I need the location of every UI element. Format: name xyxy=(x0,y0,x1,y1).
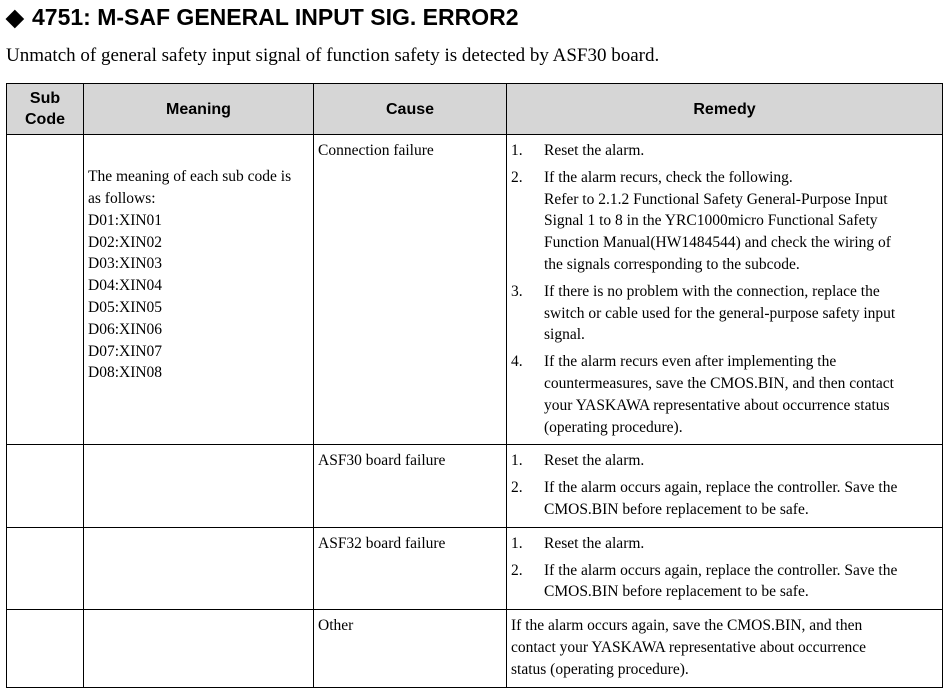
remedy-line: If the alarm recurs even after implementing the xyxy=(544,353,837,371)
remedy-step-text xyxy=(544,140,938,162)
meaning-cell xyxy=(84,135,314,445)
remedy-step-number: 1. xyxy=(511,534,523,552)
meaning-cell xyxy=(84,445,314,527)
meaning-cell xyxy=(84,610,314,687)
remedy-line: signal. xyxy=(544,326,585,344)
remedy-step xyxy=(511,167,938,276)
remedy-line: If the alarm occurs again, replace the controller. Save the xyxy=(544,479,898,497)
remedy-step-text xyxy=(544,477,938,521)
remedy-step xyxy=(511,351,938,438)
table-row xyxy=(7,527,943,609)
remedy-step xyxy=(511,477,938,521)
remedy-step-number: 4. xyxy=(511,353,523,371)
remedy-step xyxy=(511,140,938,162)
remedy-step-number: 2. xyxy=(511,479,523,497)
remedy-line: If the alarm occurs again, replace the controller. Save the xyxy=(544,561,898,579)
remedy-cell xyxy=(507,527,943,609)
sub-code-cell xyxy=(7,445,84,527)
remedy-line: countermeasures, save the CMOS.BIN, and then contact xyxy=(544,374,894,392)
remedy-line: your YASKAWA representative about occurrence status xyxy=(544,396,890,414)
remedy-line: If the alarm occurs again, save the CMOS.BIN, and then xyxy=(511,617,863,635)
alarm-title-text: 4751: M-SAF GENERAL INPUT SIG. ERROR2 xyxy=(32,4,519,30)
remedy-step xyxy=(511,450,938,472)
remedy-step-text xyxy=(544,167,938,276)
header-cause: Cause xyxy=(314,84,507,135)
remedy-step-number: 2. xyxy=(511,561,523,579)
sub-code-cell xyxy=(7,610,84,687)
meaning-code-item: D05:XIN05 xyxy=(88,298,163,316)
remedy-line: switch or cable used for the general-purpose safety input xyxy=(544,304,896,322)
remedy-cell xyxy=(507,445,943,527)
alarm-title xyxy=(6,2,519,32)
remedy-step-text xyxy=(544,533,938,555)
meaning-intro: as follows: xyxy=(88,189,156,207)
remedy-line: the signals corresponding to the subcode. xyxy=(544,255,800,273)
remedy-step-text xyxy=(544,281,938,346)
remedy-line: Reset the alarm. xyxy=(544,452,645,470)
cause-cell: ASF30 board failure xyxy=(314,445,507,527)
alarm-description: Unmatch of general safety input signal of function safety is detected by ASF30 board. xyxy=(6,45,660,66)
remedy-step xyxy=(511,533,938,555)
remedy-line: CMOS.BIN before replacement to be safe. xyxy=(544,500,809,518)
table-header-row xyxy=(7,84,943,135)
remedy-step-number: 1. xyxy=(511,142,523,159)
remedy-step-text xyxy=(544,450,938,472)
table-row xyxy=(7,445,943,527)
diamond-bullet-icon: ◆ xyxy=(6,4,24,30)
remedy-line: CMOS.BIN before replacement to be safe. xyxy=(544,583,809,601)
header-meaning: Meaning xyxy=(84,84,314,135)
remedy-line: contact your YASKAWA representative about occurrence xyxy=(511,638,866,656)
remedy-line: (operating procedure). xyxy=(544,418,683,436)
table-row xyxy=(7,135,943,445)
remedy-step-text xyxy=(544,560,938,604)
table-row xyxy=(7,610,943,687)
remedy-line: Function Manual(HW1484544) and check the wiring of xyxy=(544,234,891,252)
remedy-line: status (operating procedure). xyxy=(511,660,689,678)
header-sub-code: Sub Code xyxy=(7,84,84,135)
remedy-line: If there is no problem with the connection, replace the xyxy=(544,282,880,300)
remedy-step xyxy=(511,281,938,346)
remedy-cell xyxy=(507,135,943,445)
sub-code-cell xyxy=(7,527,84,609)
meaning-code-item: D01:XIN01 xyxy=(88,211,163,229)
remedy-line: Reset the alarm. xyxy=(544,142,645,159)
remedy-step-number: 3. xyxy=(511,282,523,300)
remedy-step-text xyxy=(544,351,938,438)
meaning-code-item: D06:XIN06 xyxy=(88,320,163,338)
remedy-line: Signal 1 to 8 in the YRC1000micro Functional Safety xyxy=(544,212,878,230)
meaning-code-item: D08:XIN08 xyxy=(88,364,163,382)
meaning-code-item: D07:XIN07 xyxy=(88,342,163,360)
cause-cell: ASF32 board failure xyxy=(314,527,507,609)
sub-code-cell xyxy=(7,135,84,445)
alarm-table xyxy=(6,83,943,688)
remedy-cell xyxy=(507,610,943,687)
meaning-cell xyxy=(84,527,314,609)
cause-cell: Other xyxy=(314,610,507,687)
remedy-line: If the alarm recurs, check the following. xyxy=(544,168,793,186)
meaning-code-item: D03:XIN03 xyxy=(88,255,163,273)
meaning-code-item: D04:XIN04 xyxy=(88,277,163,295)
meaning-code-list xyxy=(88,210,309,384)
cause-cell: Connection failure xyxy=(314,135,507,445)
remedy-step xyxy=(511,560,938,604)
remedy-line: Reset the alarm. xyxy=(544,534,645,552)
remedy-step-number: 1. xyxy=(511,452,523,470)
remedy-step-number: 2. xyxy=(511,168,523,186)
header-remedy: Remedy xyxy=(507,84,943,135)
meaning-intro: The meaning of each sub code is xyxy=(88,168,292,186)
meaning-code-item: D02:XIN02 xyxy=(88,233,163,251)
remedy-line: Refer to 2.1.2 Functional Safety General-Purpose Input xyxy=(544,190,888,208)
